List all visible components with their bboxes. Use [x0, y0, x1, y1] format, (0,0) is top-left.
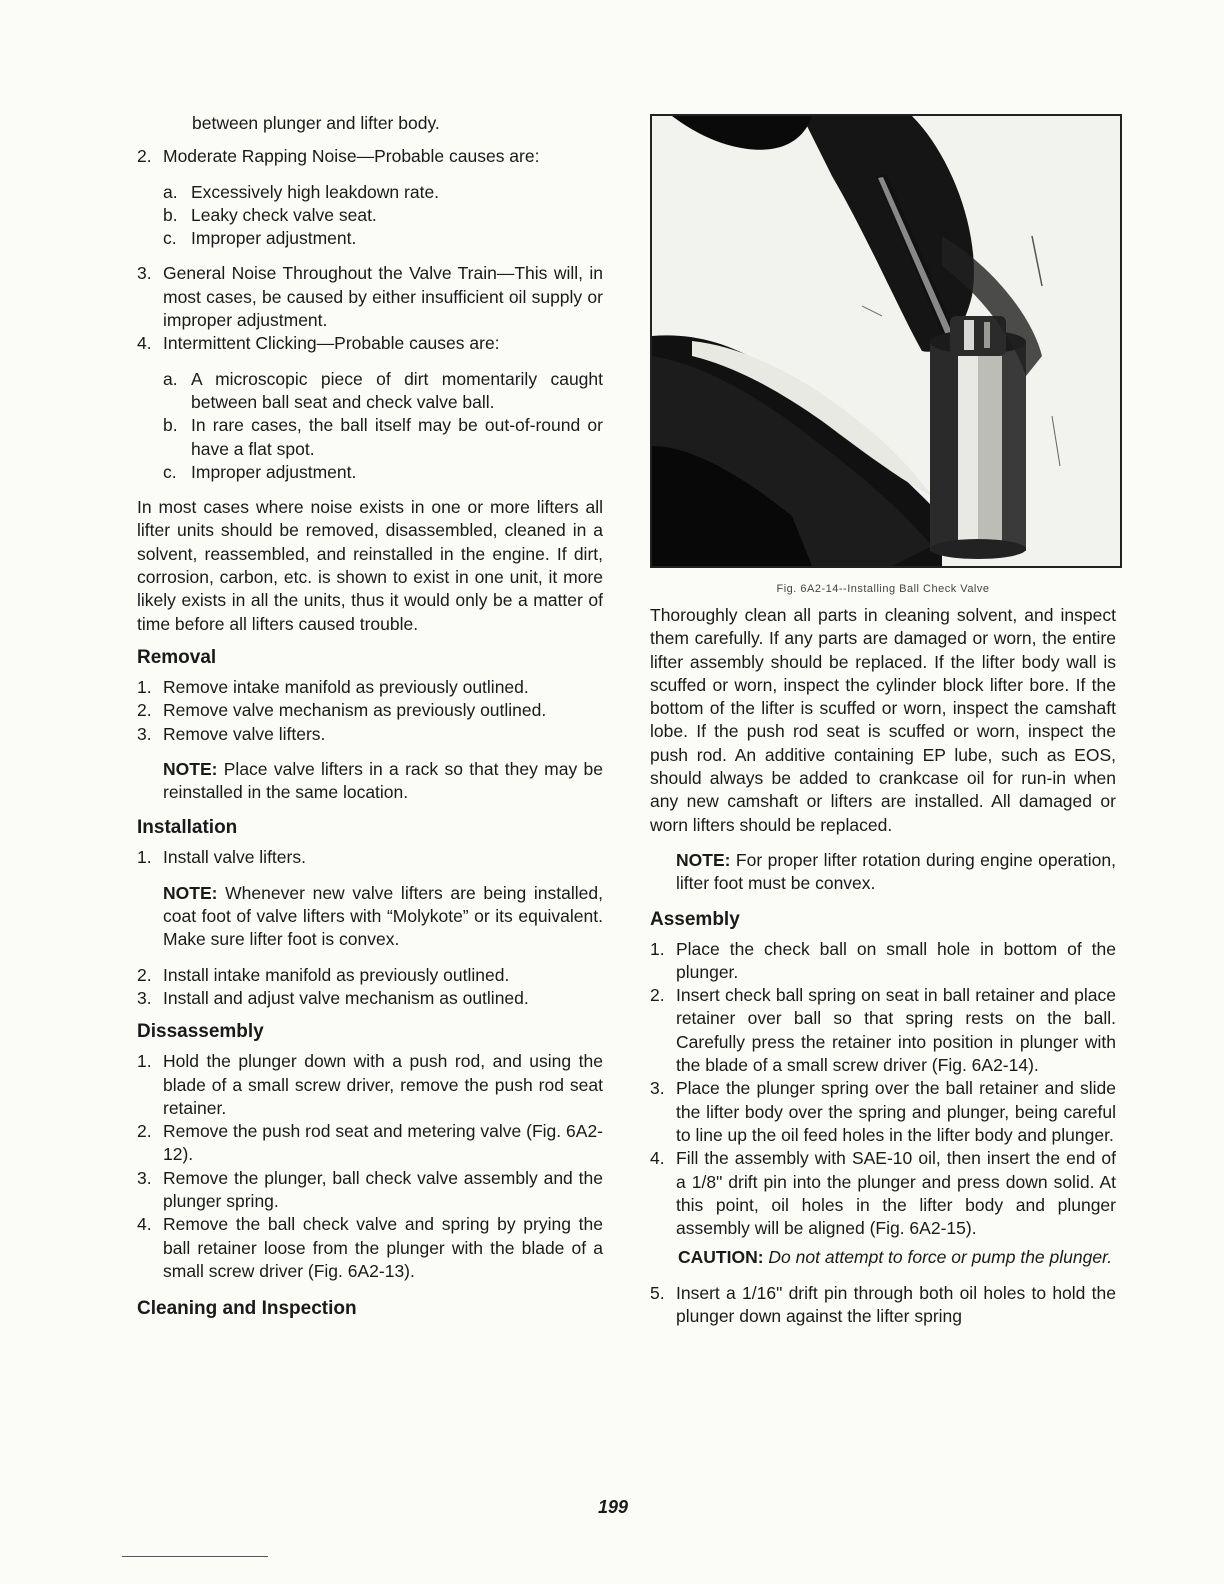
caution-note: CAUTION: Do not attempt to force or pump the plunger.: [678, 1247, 1113, 1268]
list-item: 4. Remove the ball check valve and spring by prying the ball retainer loose from the plunger with the blade of a small screw driver (Fig. 6A2-13).: [137, 1214, 603, 1281]
heading-removal: Removal: [137, 646, 217, 668]
sub-item: b. In rare cases, the ball itself may be out-of-round or have a flat spot.: [163, 415, 603, 459]
list-item: 3. Place the plunger spring over the ball retainer and slide the lifter body over the spring and plunger, being careful to line up the oil feed holes in the lifter body and plunger.: [650, 1078, 1116, 1145]
sub-list: [137, 181, 603, 251]
sub-list: [137, 368, 603, 484]
list-item: 3. Install and adjust valve mechanism as outlined.: [137, 987, 529, 1008]
list-item: 3. General Noise Throughout the Valve Train—This will, in most cases, be caused by either insufficient oil supply or improper adjustment.: [137, 263, 603, 331]
list-item: 3. Remove valve lifters.: [137, 723, 326, 744]
figure-caption: Fig. 6A2-14--Installing Ball Check Valve: [776, 583, 990, 595]
list-item: 1. Place the check ball on small hole in bottom of the plunger.: [650, 938, 1116, 982]
continued-text: between plunger and lifter body.: [192, 113, 440, 133]
list-item: 5. Insert a 1/16" drift pin through both oil holes to hold the plunger down against the lifter spring: [650, 1282, 1116, 1327]
list-item: 2. Remove valve mechanism as previously outlined.: [137, 700, 547, 721]
right-column: [650, 114, 1116, 1328]
list-item: 3. Remove the plunger, ball check valve assembly and the plunger spring.: [137, 1167, 603, 1211]
sub-item: a. A microscopic piece of dirt momentarily caught between ball seat and check valve ball.: [163, 368, 603, 412]
heading-assembly: Assembly: [650, 908, 740, 930]
list-item: 2. Remove the push rod seat and metering valve (Fig. 6A2-12).: [137, 1121, 603, 1165]
note: NOTE: Place valve lifters in a rack so that they may be reinstalled in the same location.: [163, 758, 603, 803]
list-item: 2. Insert check ball spring on seat in ball retainer and place retainer over ball so that spring rests on the ball. Carefully press the retainer into position in plunger with the blade of a small screw driver (Fig. 6A2-14).: [650, 985, 1116, 1076]
footer-rule: [122, 1556, 268, 1557]
list-item: 2. Install intake manifold as previously outlined.: [137, 964, 510, 985]
list-item: 1. Install valve lifters.: [137, 847, 306, 868]
left-column: [137, 112, 603, 1327]
page-number: 199: [598, 1497, 629, 1517]
note: NOTE: For proper lifter rotation during engine operation, lifter foot must be convex.: [676, 849, 1116, 894]
heading-cleaning-inspection: Cleaning and Inspection: [137, 1298, 357, 1320]
sub-item: c. Improper adjustment.: [163, 228, 357, 249]
list-item: [137, 145, 603, 168]
body-paragraph: In most cases where noise exists in one or more lifters all lifter units should be removed, disassembled, cleaned in a solvent, reassembled, and reinstalled in the engine. If dirt, corrosion, carbon, etc. is shown to exist in one unit, it more likely exists in all the units, thus it would only be a matter of time before all lifters caused trouble.: [137, 497, 603, 634]
list-item: 1. Hold the plunger down with a push rod, and using the blade of a small screw driver, remove the push rod seat retainer.: [137, 1051, 603, 1118]
body-paragraph: Thoroughly clean all parts in cleaning solvent, and inspect them carefully. If any parts are damaged or worn, the entire lifter assembly should be replaced. If the lifter body wall is scuffed or worn, inspect the cylinder block lifter bore. If the bottom of the lifter is scuffed or worn, inspect the camshaft lobe. If the push rod seat is scuffed or worn, inspect the push rod. An additive containing EP lube, such as EOS, should always be added to crankcase oil for run-in when any new camshaft or lifters are installed. All damaged or worn lifters should be replaced.: [650, 605, 1116, 835]
sub-item: a. Excessively high leakdown rate.: [163, 181, 440, 202]
heading-disassembly: Dissassembly: [137, 1021, 264, 1043]
list-item: 1. Remove intake manifold as previously outlined.: [137, 676, 529, 697]
list-item: 4. Fill the assembly with SAE-10 oil, then insert the end of a 1/8" drift pin into the plunger and press down solid. At this point, oil holes in the lifter body and plunger assembly will be aligned (Fig. 6A2-15).: [650, 1148, 1116, 1239]
item-text: Moderate Rapping Noise—Probable causes are:: [163, 146, 540, 167]
sub-item: b. Leaky check valve seat.: [163, 204, 377, 225]
note: NOTE: Whenever new valve lifters are being installed, coat foot of valve lifters with “Molykote” or its equivalent. Make sure lifter foot is convex.: [163, 882, 603, 950]
list-item: 4. Intermittent Clicking—Probable causes are:: [137, 333, 500, 354]
figure-installing-ball-check-valve: [650, 114, 1122, 568]
lifter-photo-illustration: [652, 116, 1120, 566]
item-number: 2.: [137, 146, 152, 167]
heading-installation: Installation: [137, 817, 238, 839]
sub-item: c. Improper adjustment.: [163, 461, 357, 482]
